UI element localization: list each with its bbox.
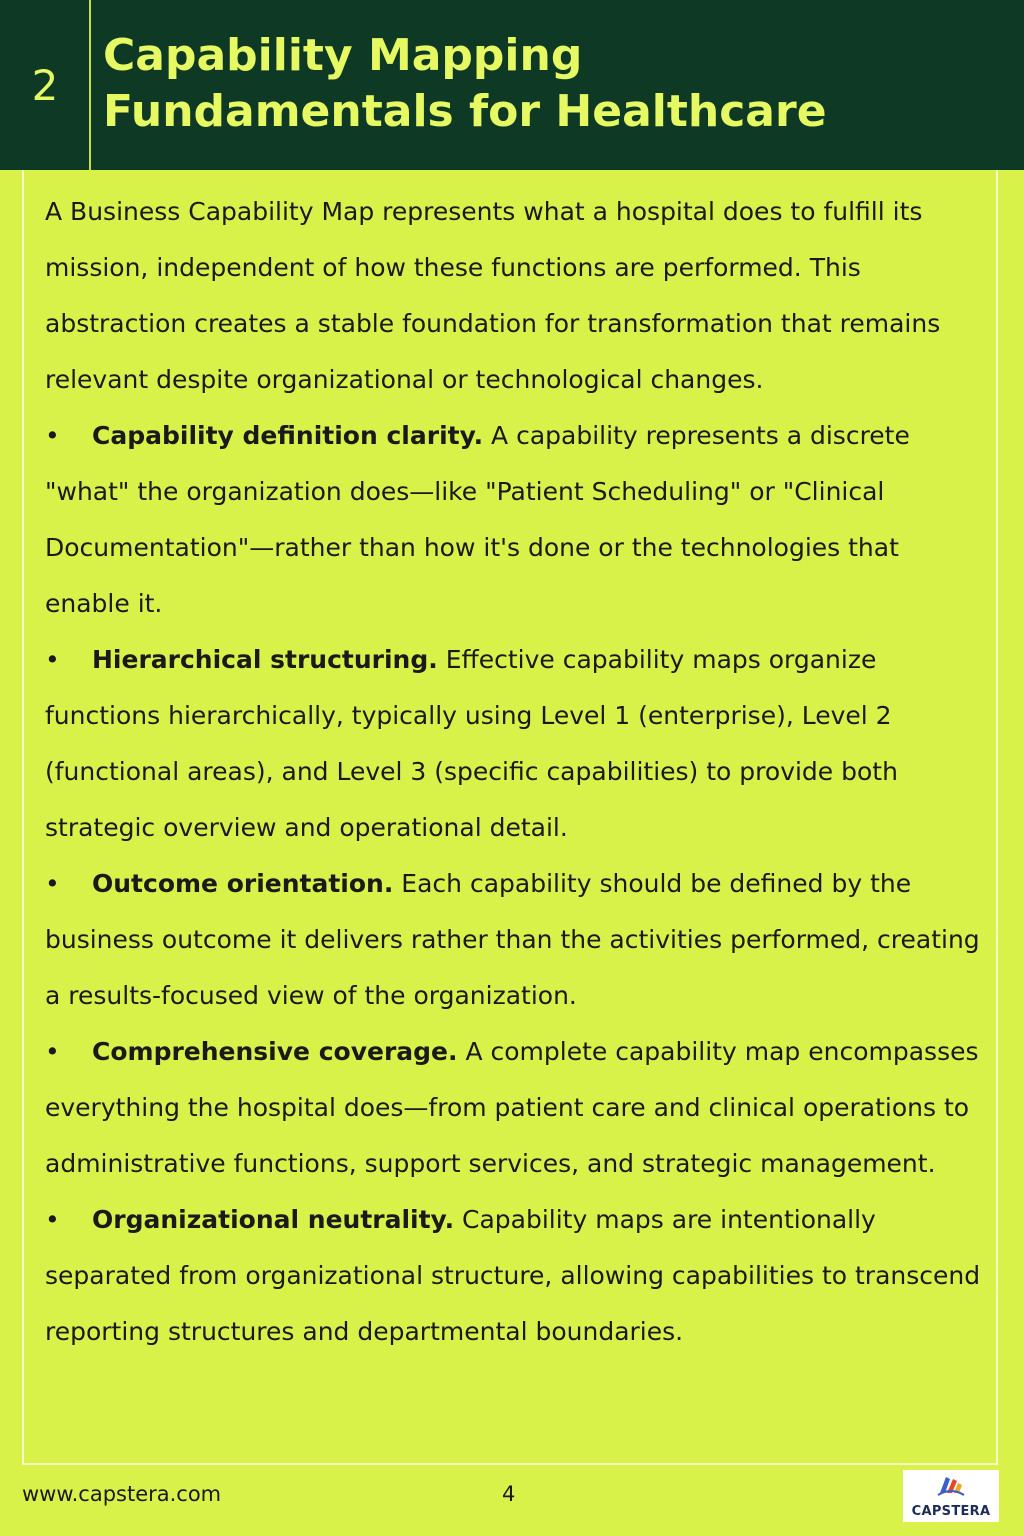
page-header <box>0 0 1024 170</box>
bullet-text: Capability maps are intentionally separated from organizational structure, allowing capabilities to transcend reporting structures and departmental boundaries. <box>45 1205 981 1346</box>
bullet-item <box>45 1192 985 1360</box>
bullet-marker: • <box>45 421 60 450</box>
page-title <box>103 28 1003 140</box>
content-body <box>45 184 985 1360</box>
bullet-heading: Hierarchical structuring. <box>92 645 438 674</box>
bullet-heading: Organizational neutrality. <box>92 1205 455 1234</box>
bullet-heading: Outcome orientation. <box>92 869 394 898</box>
bullet-marker: • <box>45 869 60 898</box>
section-number: 2 <box>31 60 59 110</box>
bullet-marker: • <box>45 645 60 674</box>
page-title-line-2: Fundamentals for Healthcare <box>103 86 827 137</box>
logo-mark-icon <box>936 1473 966 1499</box>
bullet-text: Effective capability maps organize functions hierarchically, typically using Level 1 (enterprise), Level 2 (functional areas), and Level 3 (specific capabilities) to provide both strategic overview and operational detail. <box>45 645 898 842</box>
bullet-heading: Comprehensive coverage. <box>92 1037 458 1066</box>
page-title-line-1: Capability Mapping <box>103 30 583 81</box>
intro-paragraph: A Business Capability Map represents what a hospital does to fulfill its mission, independent of how these functions are performed. This abstraction creates a stable foundation for transformation that remains relevant despite organizational or technological changes. <box>45 197 941 394</box>
bullet-marker: • <box>45 1037 60 1066</box>
bullet-text: Each capability should be defined by the business outcome it delivers rather than the activities performed, creating a results-focused view of the organization. <box>45 869 980 1010</box>
bullet-text: A capability represents a discrete "what" the organization does—like "Patient Scheduling" or "Clinical Documentation"—rather than how it's done or the technologies that enable it. <box>45 421 910 618</box>
bullet-text: A complete capability map encompasses everything the hospital does—from patient care and clinical operations to administrative functions, support services, and strategic management. <box>45 1037 979 1178</box>
logo-text: CAPSTERA <box>911 1504 991 1519</box>
bullet-item <box>45 408 985 632</box>
website-link[interactable]: www.capstera.com <box>22 1482 222 1506</box>
bullet-item <box>45 856 985 1024</box>
capstera-logo <box>903 1470 999 1522</box>
header-divider <box>89 0 91 170</box>
bullet-heading: Capability definition clarity. <box>92 421 484 450</box>
bullet-marker: • <box>45 1205 60 1234</box>
bullet-item <box>45 1024 985 1192</box>
page-number: 4 <box>502 1482 516 1506</box>
bullet-item <box>45 632 985 856</box>
